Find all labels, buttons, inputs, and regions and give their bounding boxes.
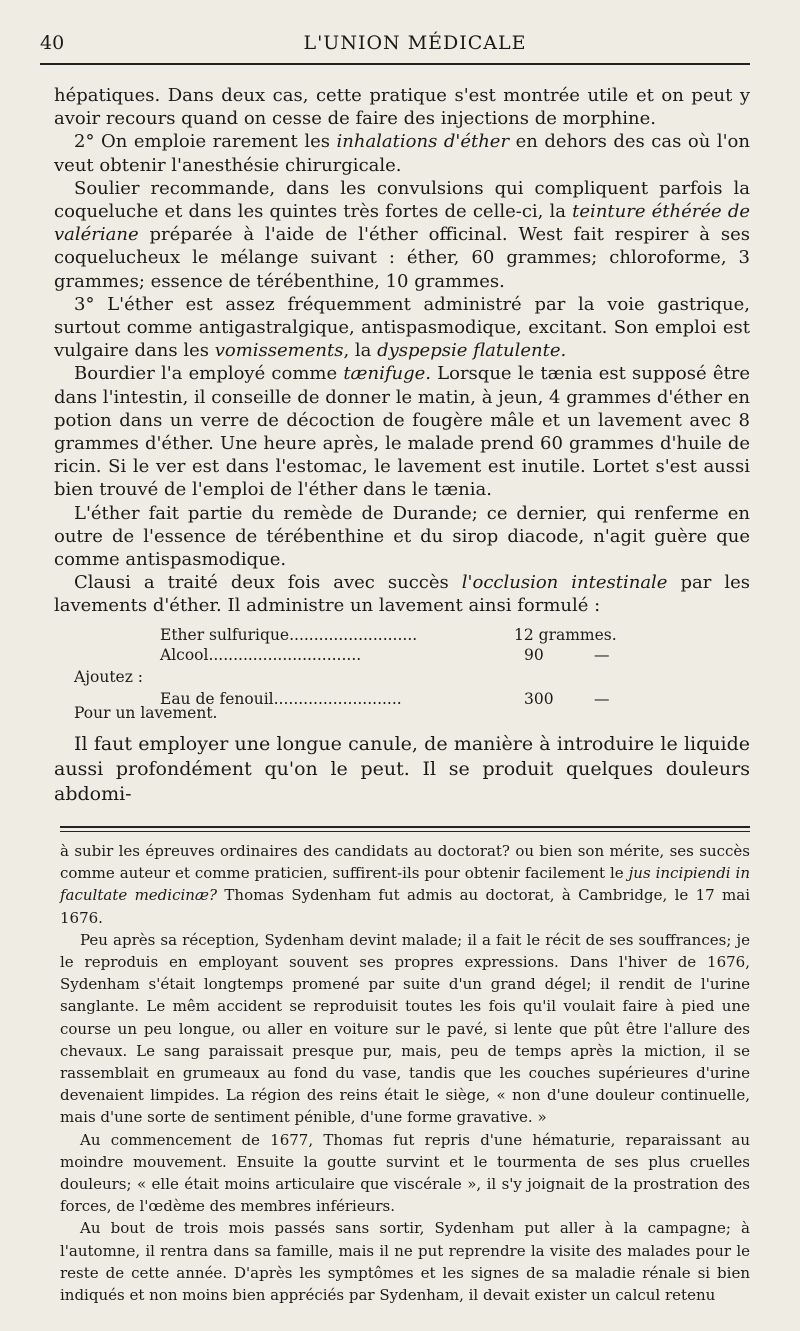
section-rule [60, 826, 750, 828]
paragraph: Au commencement de 1677, Thomas fut repris d'une hématurie, reparaissant au moindre mouvement. Ensuite la goutte survint et le tourmenta de ses plus cruelles douleurs; « elle était moins articulaire que viscérale », il s'y joignait de la prostration des forces, de l'œdème des membres inférieurs. [60, 1130, 750, 1216]
paragraph: à subir les épreuves ordinaires des candidats au doctorat? ou bien son mérite, ses succès comme auteur et comme praticien, suffirent-ils pour obtenir facilement le jus incipiendi in facultate medicinæ? Thomas Sydenham fut admis au doctorat, à Cambridge, le 17 mai 1676. [60, 842, 750, 927]
section-rule [60, 831, 750, 832]
paragraph: Peu après sa réception, Sydenham devint malade; il a fait le récit de ses souffrances; je le reproduis en employant souvent ses propres expressions. Dans l'hiver de 1676, Sydenham s'était longtemps promené par suite d'un grand dégel; il rendit de l'urine sanglante. Le mêm accident se reproduisit toutes les fois qu'il voulait faire à pied une course un peu longue, ou aller en voiture sur le pavé, si lente que pût être l'allure des chevaux. Le sang paraissait presque pur, mais, peu de temps après la miction, il se rassemblait en grumeaux au fond du vase, tandis que les couches supérieures d'urine devenaient limpides. La région des reins était le siège, « non d'une douleur continuelle, mais d'une sorte de sentiment pénible, d'une forme gravative. » [60, 930, 750, 1127]
formula-qty: 90 [524, 645, 544, 664]
running-title: L'UNION MÉDICALE [303, 32, 527, 54]
page-header [40, 32, 750, 62]
prescription-formula [54, 618, 750, 724]
paragraph: hépatiques. Dans deux cas, cette pratique s'est montrée utile et on peut y avoir recours quand on cesse de faire des injections de morphine. [54, 85, 750, 130]
paragraph: L'éther fait partie du remède de Durande; ce dernier, qui renferme en outre de l'essence de térébenthine et du sirop diacode, n'agit guère que comme antispasmodique. [54, 502, 750, 571]
formula-line: Alcool............................... [160, 645, 362, 664]
page-number: 40 [40, 32, 65, 54]
main-text [54, 84, 750, 807]
formula-footer: Pour un lavement. [74, 703, 218, 722]
formula-qty: 12 grammes. [514, 625, 617, 644]
paragraph: 2° On emploie rarement les inhalations d'éther en dehors des cas où l'on veut obtenir l'anesthésie chirurgicale. [54, 131, 750, 176]
paragraph: Il faut employer une longue canule, de manière à introduire le liquide aussi profondément qu'on le peut. Il se produit quelques douleurs abdomi- [54, 732, 750, 805]
feuilleton-text [60, 840, 750, 1306]
formula-ajoutez: Ajoutez : [74, 667, 144, 686]
ditto-dash: — [594, 689, 610, 708]
header-rule [40, 63, 750, 65]
formula-qty: 300 [524, 689, 554, 708]
paragraph: Clausi a traité deux fois avec succès l'occlusion intestinale par les lavements d'éther. Il administre un lavement ainsi formulé : [54, 572, 750, 617]
paragraph: Bourdier l'a employé comme tænifuge. Lorsque le tænia est supposé être dans l'intestin, il conseille de donner le matin, à jeun, 4 grammes d'éther en potion dans un verre de décoction de fougère mâle et un lavement avec 8 grammes d'éther. Une heure après, le malade prend 60 grammes d'huile de ricin. Si le ver est dans l'estomac, le lavement est inutile. Lortet s'est aussi bien trouvé de l'emploi de l'éther dans le tænia. [54, 363, 750, 501]
ditto-dash: — [594, 645, 610, 664]
paragraph: 3° L'éther est assez fréquemment administré par la voie gastrique, surtout comme antigastralgique, antispasmodique, excitant. Son emploi est vulgaire dans les vomissements, la dyspepsie flatulente. [54, 293, 750, 362]
formula-line: Eau de fenouil.......................... [160, 689, 402, 708]
formula-line: Ether sulfurique.......................... [160, 625, 418, 644]
paragraph: Soulier recommande, dans les convulsions qui compliquent parfois la coqueluche et dans les quintes très fortes de celle-ci, la teinture éthérée de valériane préparée à l'aide de l'éther officinal. West fait respirer à ses coquelucheux le mélange suivant : éther, 60 grammes; chloroforme, 3 grammes; essence de térébenthine, 10 grammes. [54, 177, 750, 292]
paragraph: Au bout de trois mois passés sans sortir, Sydenham put aller à la campagne; à l'automne, il rentra dans sa famille, mais il ne put reprendre la visite des malades pour le reste de cette année. D'après les symptômes et les signes de sa maladie rénale si bien indiqués et non moins bien appréciés par Sydenham, il devait exister un calcul retenu [60, 1219, 750, 1305]
